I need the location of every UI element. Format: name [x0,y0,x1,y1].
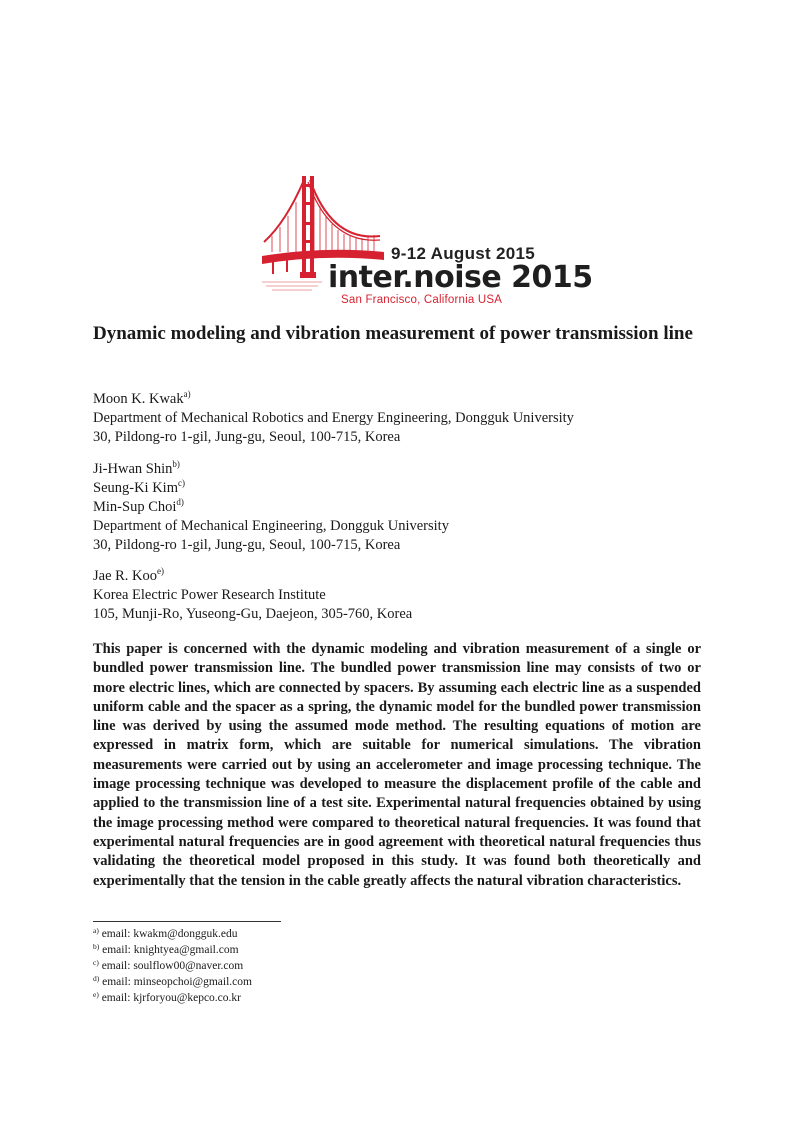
address-line: 30, Pildong-ro 1-gil, Jung-gu, Seoul, 100-715, Korea [93,429,401,445]
footnote-email: email: soulflow00@naver.com [101,960,244,972]
footnote-mark: d) [93,974,100,983]
footnote-email: email: knightyea@gmail.com [102,944,239,956]
footnote-mark: e) [93,990,99,999]
conference-logo [262,172,593,308]
footnote-email: email: kjrforyou@kepco.co.kr [101,992,241,1004]
author-line [93,460,713,479]
footnote-mark: a) [93,926,99,935]
footnote [93,926,252,942]
author-mark: d) [176,497,184,507]
footnote [93,990,252,1006]
author-mark: a) [183,389,191,399]
address-line: 105, Munji-Ro, Yuseong-Gu, Daejeon, 305-760, Korea [93,606,413,622]
author-line [93,498,713,517]
author-name: Ji-Hwan Shin [93,461,173,477]
author-block-3 [93,567,713,624]
logo-date: 9-12 August 2015 [391,244,536,263]
affiliation-line: Department of Mechanical Engineering, Dongguk University [93,518,449,534]
author-mark: b) [172,459,180,469]
author-mark: e) [157,566,165,576]
footnote [93,974,252,990]
footnote [93,942,252,958]
author-block-2 [93,460,713,555]
footnote-mark: b) [93,942,100,951]
author-name: Jae R. Koo [93,568,158,584]
footnote [93,958,252,974]
affiliation-line: Korea Electric Power Research Institute [93,587,326,603]
author-name: Seung-Ki Kim [93,480,178,496]
author-name: Moon K. Kwak [93,391,184,407]
author-mark: c) [177,478,185,488]
footnote-mark: c) [93,958,99,967]
footnotes [93,926,252,1006]
footnote-email: email: minseopchoi@gmail.com [102,976,252,988]
author-line [93,390,713,409]
footnote-email: email: kwakm@dongguk.edu [101,928,238,940]
logo-location: San Francisco, California USA [341,294,503,306]
logo-conference-name: inter.noise 2015 [328,260,593,295]
affiliation-line: Department of Mechanical Robotics and Energy Engineering, Dongguk University [93,410,574,426]
abstract: This paper is concerned with the dynamic modeling and vibration measurement of a single or bundled power transmission line. The bundled power transmission line may consists of two or more electric lines, which are connected by spacers. By assuming each electric line as a suspended uniform cable and the spacer as a spring, the dynamic model for the bundled power transmission line was derived by using the assumed mode method. The resulting equations of motion are expressed in matrix form, which are suitable for numerical simulations. The vibration measurements were carried out by using an accelerometer and image processing technique. The image processing technique was developed to measure the displacement profile of the cable and applied to the transmission line of a test site. Experimental natural frequencies obtained by using the image processing method were compared to theoretical natural frequencies. It was found that experimental natural frequencies are in good agreement with theoretical natural frequencies thus validating the theoretical model proposed in this study. It was found both theoretically and experimentally that the tension in the cable greatly affects the natural vibration characteristics. [93,641,701,889]
author-name: Min-Sup Choi [93,499,177,515]
author-block-1 [93,390,713,447]
address-line: 30, Pildong-ro 1-gil, Jung-gu, Seoul, 100-715, Korea [93,537,401,553]
author-line [93,479,713,498]
footnote-divider [93,921,281,922]
paper-title: Dynamic modeling and vibration measurement of power transmission line [93,323,693,344]
author-line [93,567,713,586]
